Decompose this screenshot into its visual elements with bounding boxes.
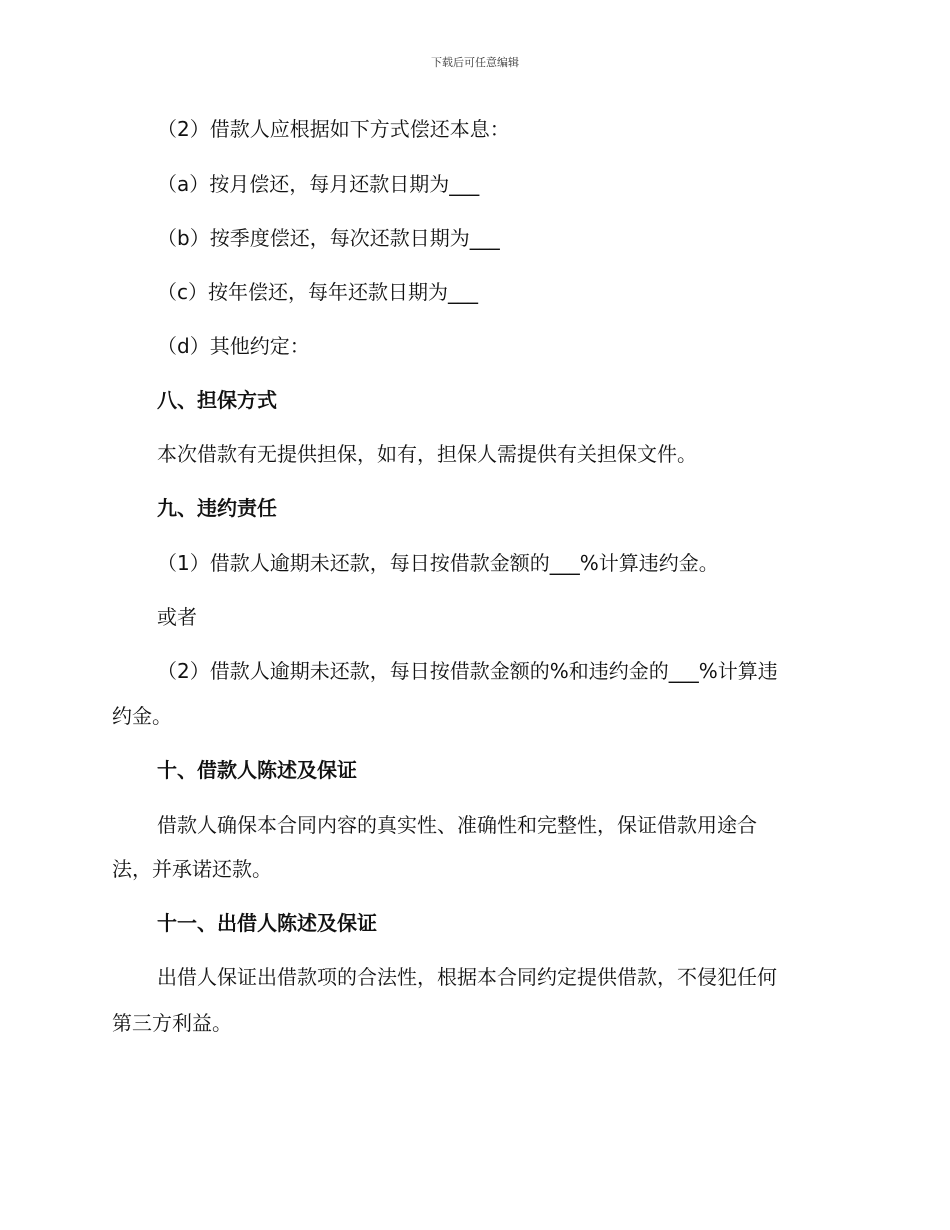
section-11-title: 十一、出借人陈述及保证 bbox=[157, 911, 377, 935]
repay-option-a: （a）按月偿还，每月还款日期为___ bbox=[157, 172, 480, 196]
section-10-text-line-1: 借款人确保本合同内容的真实性、准确性和完整性，保证借款用途合 bbox=[157, 813, 757, 837]
repay-option-d: （d）其他约定： bbox=[157, 334, 310, 358]
section-10-text-line-2: 法，并承诺还款。 bbox=[112, 857, 272, 881]
section-9-item-2-line-1: （2）借款人逾期未还款，每日按借款金额的%和违约金的___%计算违 bbox=[157, 659, 778, 683]
repay-option-b: （b）按季度偿还，每次还款日期为___ bbox=[157, 226, 500, 250]
section-11-text-line-2: 第三方利益。 bbox=[112, 1011, 232, 1035]
section-9-title: 九、违约责任 bbox=[157, 496, 277, 520]
repay-option-c: （c）按年偿还，每年还款日期为___ bbox=[157, 280, 478, 304]
section-9-item-1: （1）借款人逾期未还款，每日按借款金额的___%计算违约金。 bbox=[157, 551, 719, 575]
section-11-text-line-1: 出借人保证出借款项的合法性，根据本合同约定提供借款，不侵犯任何 bbox=[157, 965, 777, 989]
page-header-note: 下载后可任意编辑 bbox=[431, 56, 519, 69]
section-9-or: 或者 bbox=[157, 605, 197, 629]
section-9-item-2-line-2: 约金。 bbox=[112, 704, 172, 728]
section-10-title: 十、借款人陈述及保证 bbox=[157, 758, 357, 782]
section-8-text: 本次借款有无提供担保，如有，担保人需提供有关担保文件。 bbox=[157, 442, 697, 466]
section-8-title: 八、担保方式 bbox=[157, 388, 277, 412]
repay-method-intro: （2）借款人应根据如下方式偿还本息： bbox=[157, 117, 510, 141]
